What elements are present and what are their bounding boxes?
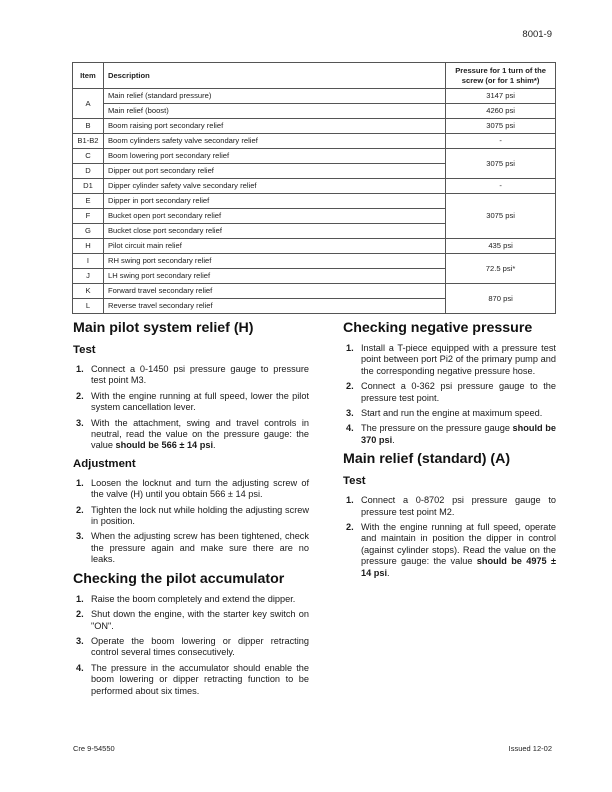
list-item [73, 391, 309, 414]
step-number: 2. [76, 609, 84, 620]
list-item [73, 594, 309, 605]
step-text: Connect a 0-362 psi pressure gauge to the pressure test point. [361, 381, 556, 403]
step-text-end: . [213, 440, 216, 451]
step-number: 1. [76, 477, 84, 488]
step-number: 1. [346, 343, 354, 353]
step-emphasis: should be 566 ± 14 psi [115, 440, 213, 451]
description-cell: Forward travel secondary relief [103, 284, 445, 299]
item-cell: E [73, 194, 104, 209]
step-number: 1. [76, 364, 84, 374]
description-cell: Bucket open port secondary relief [103, 209, 445, 224]
step-number: 2. [76, 504, 84, 515]
step-text: Start and run the engine at maximum speed. [361, 408, 543, 419]
step-text-end: . [387, 567, 390, 578]
step-number: 4. [346, 423, 354, 434]
description-cell: Bucket close port secondary relief [103, 224, 445, 239]
step-text: Connect a 0-1450 psi pressure gauge to pressure test point M3. [91, 364, 309, 386]
step-emphasis: should be 370 psi [361, 423, 556, 445]
section-heading: Main pilot system relief (H) [73, 320, 254, 336]
item-cell: I [73, 254, 104, 269]
item-cell: C [73, 149, 104, 164]
right-column [343, 320, 556, 584]
list-item [73, 364, 309, 387]
pressure-cell: 870 psi [446, 284, 556, 314]
list-item [73, 609, 309, 632]
pressure-cell: 435 psi [446, 239, 556, 254]
step-text: The pressure in the accumulator should enable the boom lowering or dipper retracting function to be performed about six times. [91, 662, 309, 696]
column-header-description: Description [103, 63, 445, 89]
table-row [73, 89, 556, 104]
column-header-pressure: Pressure for 1 turn of the screw (or for 1 shim*) [446, 63, 556, 89]
page-number: 8001-9 [522, 29, 552, 40]
subsection-heading-test: Test [73, 344, 96, 356]
negative-pressure-steps-list [343, 343, 556, 446]
step-number: 1. [346, 495, 354, 506]
pressure-cell: 72.5 psi* [446, 254, 556, 284]
step-text: Loosen the locknut and turn the adjusting screw of the valve (H) until you obtain 566 ± 14 psi. [91, 477, 309, 500]
step-number: 2. [76, 390, 84, 401]
table-row [73, 254, 556, 269]
table-header-row [73, 63, 556, 89]
step-text: With the attachment, swing and travel controls in neutral, read the value on the pressure gauge: the value [91, 417, 309, 451]
step-number: 1. [76, 593, 84, 604]
table-row [73, 179, 556, 194]
item-cell: D [73, 164, 104, 179]
description-cell: LH swing port secondary relief [103, 269, 445, 284]
step-text: Operate the boom lowering or dipper retracting control several times consecutively. [91, 635, 309, 658]
description-cell: Main relief (boost) [103, 104, 445, 119]
table-row [73, 104, 556, 119]
list-item [343, 423, 556, 446]
subsection-heading-adjustment: Adjustment [73, 457, 136, 470]
item-cell: B [73, 119, 104, 134]
pressure-cell: 3075 psi [446, 119, 556, 134]
pressure-cell: - [446, 179, 556, 194]
step-text: The pressure on the pressure gauge [361, 423, 513, 434]
step-text-end: . [392, 434, 395, 445]
step-text: With the engine running at full speed, lower the pilot system cancellation lever. [91, 390, 309, 413]
relief-valve-pressure-table [72, 62, 556, 314]
table-row [73, 119, 556, 134]
pilot-accumulator-section [73, 571, 309, 697]
description-cell: Main relief (standard pressure) [103, 89, 445, 104]
list-item [73, 636, 309, 659]
item-cell: K [73, 284, 104, 299]
list-item [73, 418, 309, 452]
main-relief-standard-section [343, 451, 556, 579]
step-number: 3. [76, 635, 84, 646]
pressure-cell: - [446, 134, 556, 149]
description-cell: Reverse travel secondary relief [103, 299, 445, 314]
step-number: 3. [346, 408, 354, 419]
issue-date: Issued 12-02 [508, 744, 552, 753]
step-text: Shut down the engine, with the starter key switch on "ON". [91, 609, 309, 631]
section-heading: Checking the pilot accumulator [73, 570, 285, 587]
description-cell: Boom cylinders safety valve secondary relief [103, 134, 445, 149]
list-item [343, 381, 556, 404]
table-row [73, 134, 556, 149]
test-steps-list [73, 364, 309, 452]
item-cell: A [73, 89, 104, 119]
table-row [73, 284, 556, 299]
list-item [343, 408, 556, 419]
item-cell: B1-B2 [73, 134, 104, 149]
step-number: 3. [76, 531, 84, 542]
item-cell: D1 [73, 179, 104, 194]
step-number: 3. [76, 417, 84, 428]
item-cell: F [73, 209, 104, 224]
description-cell: Dipper in port secondary relief [103, 194, 445, 209]
main-pilot-system-relief-section [73, 320, 309, 566]
step-number: 4. [76, 662, 84, 673]
item-cell: G [73, 224, 104, 239]
list-item [73, 478, 309, 501]
step-number: 2. [346, 381, 354, 392]
list-item [343, 495, 556, 518]
step-text: Connect a 0-8702 psi pressure gauge to pressure test point M2. [361, 495, 556, 517]
column-header-item: Item [73, 63, 104, 89]
document-reference: Cre 9-54550 [73, 744, 115, 753]
list-item [73, 531, 309, 565]
description-cell: Dipper cylinder safety valve secondary relief [103, 179, 445, 194]
step-text: When the adjusting screw has been tightened, check the pressure again and make sure there are no leaks. [91, 531, 309, 565]
section-heading: Checking negative pressure [343, 320, 533, 336]
list-item [73, 505, 309, 528]
description-cell: Boom raising port secondary relief [103, 119, 445, 134]
pressure-cell: 3075 psi [446, 194, 556, 239]
item-cell: H [73, 239, 104, 254]
item-cell: J [73, 269, 104, 284]
step-text: Tighten the lock nut while holding the adjusting screw in position. [91, 504, 309, 527]
table-row [73, 194, 556, 209]
step-text: Install a T-piece equipped with a pressure test point between port Pi2 of the primary pump and the corresponding negative pressure hose. [361, 343, 556, 376]
list-item [343, 522, 556, 579]
list-item [73, 663, 309, 697]
main-relief-test-steps-list [343, 495, 556, 579]
description-cell: Boom lowering port secondary relief [103, 149, 445, 164]
subsection-heading-test: Test [343, 475, 366, 488]
step-text: With the engine running at full speed, operate and maintain in position the dipper in control (against cylinder stops). Read the value on the pressure gauge: the value [361, 522, 556, 567]
left-column [73, 320, 309, 702]
item-cell: L [73, 299, 104, 314]
step-number: 2. [346, 522, 354, 533]
pressure-cell: 4260 psi [446, 104, 556, 119]
description-cell: Dipper out port secondary relief [103, 164, 445, 179]
pressure-cell: 3075 psi [446, 149, 556, 179]
section-heading: Main relief (standard) (A) [343, 451, 511, 468]
accumulator-steps-list [73, 594, 309, 697]
step-text: Raise the boom completely and extend the dipper. [91, 593, 296, 604]
description-cell: Pilot circuit main relief [103, 239, 445, 254]
adjustment-steps-list [73, 478, 309, 566]
table-row [73, 239, 556, 254]
table-row [73, 149, 556, 164]
description-cell: RH swing port secondary relief [103, 254, 445, 269]
list-item [343, 343, 556, 377]
negative-pressure-section [343, 320, 556, 446]
pressure-cell: 3147 psi [446, 89, 556, 104]
step-emphasis: should be 4975 ± 14 psi [361, 556, 556, 578]
